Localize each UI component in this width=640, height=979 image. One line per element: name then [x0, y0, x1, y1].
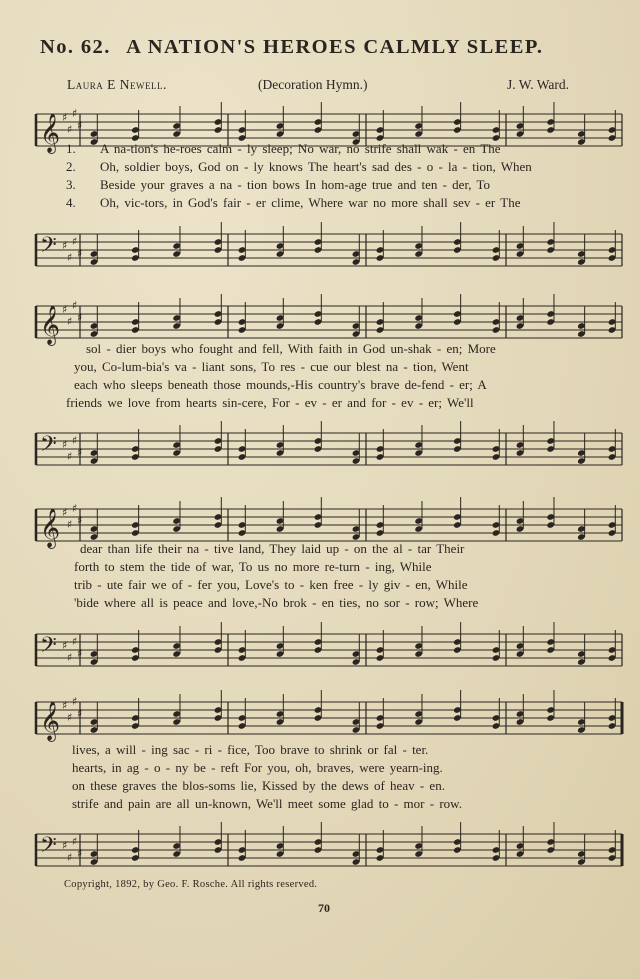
sharp-icon: ♯ [62, 839, 68, 852]
sharp-icon: ♯ [62, 639, 68, 652]
staff-lines [36, 702, 622, 734]
sharp-icon: ♯ [77, 446, 83, 459]
lyric-line: each who sleeps beneath those mounds,-His country's brave de-fend - er; A [74, 377, 487, 392]
sharp-icon: ♯ [77, 311, 83, 324]
sharp-icon: ♯ [77, 514, 83, 527]
hymn-subtitle: (Decoration Hymn.) [258, 77, 368, 92]
verse-number: 1. [66, 141, 76, 156]
sharp-icon: ♯ [67, 251, 73, 264]
sharp-icon: ♯ [67, 315, 73, 328]
sharp-icon: ♯ [72, 635, 78, 648]
treble-clef-icon: 𝄞 [40, 113, 61, 153]
sharp-icon: ♯ [67, 851, 73, 864]
sharp-icon: ♯ [67, 711, 73, 724]
sharp-icon: ♯ [62, 506, 68, 519]
lyric-line: A na-tion's he-roes calm - ly sleep; No war, no strife shall wak - en The [100, 141, 501, 156]
sharp-icon: ♯ [72, 502, 78, 515]
lyric-line: 'bide where all is peace and love,-No brok - en ties, no sor - row; Where [74, 595, 479, 610]
sharp-icon: ♯ [67, 123, 73, 136]
bass-clef-icon: 𝄢 [40, 833, 57, 863]
bass-staff-4 [36, 825, 622, 883]
lyric-line: Oh, vic-tors, in God's fair - er clime, Where war no more shall sev - er The [100, 195, 521, 210]
lyric-line: strife and pain are all un-known, We'll meet some glad to - mor - row. [72, 796, 462, 811]
bass-clef-icon: 𝄢 [40, 432, 57, 462]
staff-lines [36, 234, 622, 266]
sharp-icon: ♯ [62, 111, 68, 124]
lyric-line: sol - dier boys who fought and fell, With faith in God un-shak - en; More [86, 341, 496, 356]
sharp-icon: ♯ [77, 119, 83, 132]
lyric-line: trib - ute fair we of - fer you, Love's to - ken free - ly giv - en, While [74, 577, 468, 592]
lyric-line: lives, a will - ing sac - ri - fice, Too brave to shrink or fal - ter. [72, 742, 429, 757]
verse-number: 2. [66, 159, 76, 174]
sharp-icon: ♯ [72, 235, 78, 248]
bass-staff-1 [36, 225, 622, 283]
sharp-icon: ♯ [72, 695, 78, 708]
sharp-icon: ♯ [67, 450, 73, 463]
hymn-number: No. 62. [40, 36, 111, 58]
bass-staff-2 [36, 424, 622, 482]
lyric-line: Beside your graves a na - tion bows In hom-age true and ten - der, To [100, 177, 491, 192]
sharp-icon: ♯ [72, 434, 78, 447]
sharp-icon: ♯ [77, 707, 83, 720]
lyric-line: you, Co-lum-bia's va - liant sons, To res - cue our blest na - tion, Went [74, 359, 469, 374]
bass-clef-icon: 𝄢 [40, 633, 57, 663]
staff-lines [36, 306, 622, 338]
sharp-icon: ♯ [62, 303, 68, 316]
sharp-icon: ♯ [77, 847, 83, 860]
staff-lines [36, 509, 622, 541]
staff-lines [36, 634, 622, 666]
author-credit: Laura E Newell. [67, 77, 167, 92]
treble-clef-icon: 𝄞 [40, 701, 61, 741]
sharp-icon: ♯ [77, 647, 83, 660]
bass-clef-icon: 𝄢 [40, 233, 57, 263]
sharp-icon: ♯ [77, 247, 83, 260]
treble-clef-icon: 𝄞 [40, 508, 61, 548]
verse-number: 4. [66, 195, 76, 210]
composer-credit: J. W. Ward. [507, 77, 570, 92]
staff-lines [36, 834, 622, 866]
sharp-icon: ♯ [67, 518, 73, 531]
lyric-line: hearts, in ag - o - ny be - reft For you, oh, braves, were yearn-ing. [72, 760, 443, 775]
sharp-icon: ♯ [62, 699, 68, 712]
staff-lines [36, 433, 622, 465]
lyric-line: on these graves the blos-soms lie, Kissed by the dews of heav - en. [72, 778, 445, 793]
sharp-icon: ♯ [72, 107, 78, 120]
sharp-icon: ♯ [72, 299, 78, 312]
lyric-line: friends we love from hearts sin-cere, For - ev - er and for - ev - er; We'll [66, 395, 474, 410]
sharp-icon: ♯ [62, 438, 68, 451]
hymn-title-text: A NATION'S HEROES CALMLY SLEEP. [126, 36, 544, 58]
page-number: 70 [318, 901, 330, 915]
hymn-title [40, 36, 610, 59]
sharp-icon: ♯ [62, 239, 68, 252]
bass-staff-3 [36, 625, 622, 683]
copyright-notice: Copyright, 1892, by Geo. F. Rosche. All rights reserved. [64, 879, 318, 890]
verse-number: 3. [66, 177, 76, 192]
treble-clef-icon: 𝄞 [40, 305, 61, 345]
sharp-icon: ♯ [67, 651, 73, 664]
lyric-line: Oh, soldier boys, God on - ly knows The heart's sad des - o - la - tion, When [100, 159, 532, 174]
sharp-icon: ♯ [72, 835, 78, 848]
lyric-line: dear than life their na - tive land, They laid up - on the al - tar Their [80, 541, 465, 556]
lyric-line: forth to stem the tide of war, To us no more re-turn - ing, While [74, 559, 432, 574]
